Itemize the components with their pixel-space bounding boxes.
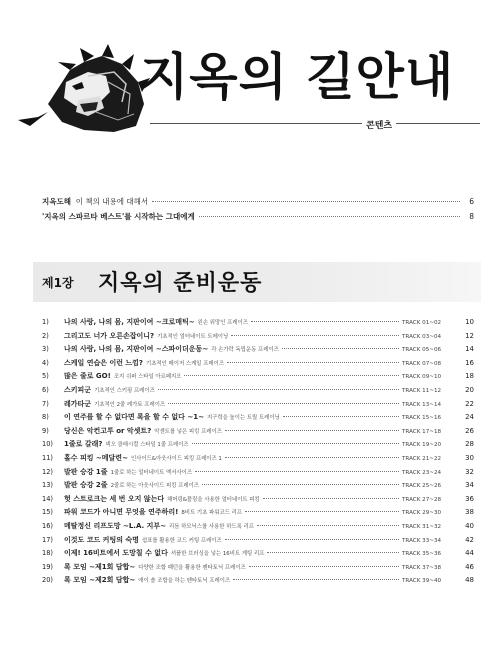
intro-item[interactable] [42,211,474,226]
toc-item-subtitle: 지구력을 높이는 트릴 트레이닝 [206,415,280,422]
toc-item-track: TRACK 11~12 [402,387,442,394]
toc-item[interactable] [42,548,474,562]
leader-dots [267,552,399,553]
toc-item-number: 16) [42,521,53,530]
toc-item[interactable] [42,385,474,399]
toc-item-title: 이 연주를 할 수 없다면 록을 할 수 없다 ~1~ [64,413,204,422]
toc-item-page: 44 [465,549,474,558]
toc-item-title: 발판 승강 2줄 [64,481,108,490]
leader-dots [251,321,399,322]
toc-item-number: 17) [42,535,53,544]
toc-item-page: 34 [465,481,474,490]
toc-item-number: 19) [42,562,53,571]
chapter-title: 지옥의 준비운동 [98,271,263,296]
intro-page: 6 [469,197,474,206]
toc-item-number: 13) [42,481,53,490]
leader-dots [245,511,399,512]
toc-item-page: 28 [465,440,474,449]
toc-item-subtitle: 셔플한 브러싱을 넣는 16비트 게팅 리프 [170,551,265,558]
toc-item-number: 15) [42,508,53,517]
toc-item-subtitle: 인사이드&아웃사이드 피킹 프레이즈 1 [130,455,222,462]
toc-item[interactable] [42,412,474,426]
toc-item[interactable] [42,439,474,453]
toc-item-track: TRACK 09~10 [402,374,442,381]
toc-item-track: TRACK 13~14 [402,401,442,408]
toc-item-track: TRACK 25~26 [402,483,442,490]
toc-item-subtitle: 기초적인 메이저 스케일 프레이즈 [146,360,225,367]
toc-item-subtitle: 각 손가락 독립운동 프레이즈 [211,347,279,354]
toc-item-track: TRACK 17~18 [402,428,442,435]
toc-item[interactable] [42,521,474,535]
toc-item-title: 홀수 피킹 ~메달련~ [64,453,128,462]
toc-item-number: 9) [42,426,49,435]
toc-item-subtitle: 조지 쉬퍼 스타일 아르페지오 [113,374,182,381]
intro-title: '지옥의 스파르타 베스트'를 시작하는 그대에게 [42,212,195,221]
lion-head-icon [18,42,150,134]
toc-item-number: 5) [42,372,49,381]
toc-item[interactable] [42,507,474,521]
toc-list [42,317,474,589]
toc-item-page: 48 [465,576,474,585]
toc-item-subtitle: 해머링&풀링을 사용한 얼터네이트 피킹 [167,496,260,503]
toc-item[interactable] [42,480,474,494]
toc-item-page: 26 [465,426,474,435]
toc-item-page: 42 [465,535,474,544]
toc-item-title: 1줄로 갈래? [64,440,103,449]
toc-item-subtitle: 넥오 클래시컬 스타일 1줄 프레이즈 [105,442,189,449]
toc-item-page: 38 [465,508,474,517]
toc-item-title: 그리고도 너가 오른손잡이니? [64,331,155,340]
leader-dots [202,484,399,485]
toc-item-title: 메탈정신 리프도망 ~L.A. 지부~ [64,521,166,530]
toc-item-title: 레가타군 [64,399,92,408]
toc-item-title: 파워 코드가 아니면 무엇을 연주하리! [64,508,179,517]
toc-item-title: 스케일 연습은 이런 느낌? [64,358,143,367]
toc-item-title: 이것도 코드 커팅의 숙명 [64,535,139,544]
toc-item-number: 7) [42,399,49,408]
toc-item[interactable] [42,453,474,467]
toc-item-page: 36 [465,494,474,503]
toc-item[interactable] [42,317,474,331]
leader-dots [283,416,399,417]
toc-item-page: 32 [465,467,474,476]
toc-item-track: TRACK 05~06 [402,347,442,354]
toc-item[interactable] [42,426,474,440]
toc-item-number: 14) [42,494,53,503]
toc-item[interactable] [42,331,474,345]
toc-item-number: 12) [42,467,53,476]
toc-item-page: 18 [465,372,474,381]
toc-item-page: 14 [465,345,474,354]
toc-item-page: 12 [465,331,474,340]
toc-item-title: 많은 줄로 GO! [64,372,111,381]
leader-dots [192,443,399,444]
toc-item-title: 당신은 악컨고투 or 악셋트? [64,426,152,435]
toc-item[interactable] [42,494,474,508]
toc-item-track: TRACK 07~08 [402,360,442,367]
toc-item-title: 나의 사랑, 나의 몸, 지판이여 ~스파이더운동~ [64,345,209,354]
toc-item-page: 46 [465,562,474,571]
toc-item-number: 20) [42,576,53,585]
toc-item-number: 6) [42,385,49,394]
toc-item-subtitle: 기초적인 2줄 레가토 프레이즈 [94,401,166,408]
toc-item-page: 40 [465,521,474,530]
toc-item-page: 10 [465,318,474,326]
toc-item-number: 3) [42,345,49,354]
toc-item[interactable] [42,575,474,589]
toc-item-subtitle: 8비트 기초 파워코드 리프 [181,510,243,517]
toc-item-track: TRACK 03~04 [402,333,442,340]
toc-item-subtitle: 쉼표를 활용한 코드 커팅 프레이즈 [141,537,222,544]
toc-item-track: TRACK 19~20 [402,442,442,449]
toc-item-subtitle: 리듬 하모닉스를 사용한 하드록 리프 [169,523,254,530]
toc-item[interactable] [42,399,474,413]
toc-item-track: TRACK 01~02 [402,320,442,326]
toc-item-track: TRACK 29~30 [402,510,442,517]
toc-item-track: TRACK 27~28 [402,496,442,503]
toc-item-number: 2) [42,331,49,340]
toc-item-subtitle: 기초적인 스키핑 프레이즈 [94,387,155,394]
toc-item-page: 20 [465,385,474,394]
toc-item-number: 18) [42,549,53,558]
leader-dots [184,375,399,376]
contents-label: 콘텐츠 [362,118,396,131]
toc-item-track: TRACK 35~36 [402,551,442,558]
leader-dots [199,216,460,217]
toc-item-number: 10) [42,440,53,449]
toc-item-track: TRACK 21~22 [402,455,442,462]
intro-item[interactable] [42,196,474,211]
leader-dots [225,457,399,458]
toc-item-subtitle: 1줄로 하는 얼터네이트 엑서사이즈 [110,469,193,476]
toc-item[interactable] [42,535,474,549]
page-header [0,0,500,160]
toc-item-page: 30 [465,453,474,462]
leader-dots [152,201,460,202]
leader-dots [233,579,399,580]
toc-item[interactable] [42,562,474,576]
toc-item-track: TRACK 31~32 [402,523,442,530]
chapter-number: 제1장 [42,276,74,290]
toc-item[interactable] [42,358,474,372]
intro-title: 지옥도해 [42,197,71,206]
toc-item-title: 록 모임 ~제1회 담합~ [64,562,136,571]
leader-dots [263,498,399,499]
toc-item-page: 24 [465,413,474,422]
toc-item-title: 이제! 16비트에서 도망칠 수 없다 [64,549,168,558]
intro-list [42,196,474,226]
intro-page: 8 [469,212,474,221]
title-rule [150,123,480,124]
leader-dots [231,335,399,336]
toc-item-subtitle: 에이 솔 조합을 하는 펜타토닉 프레이즈 [138,578,231,585]
toc-item-title: 나의 사랑, 나의 몸, 지판이여 ~크로매틱~ [64,318,195,326]
page-title: 지옥의 길안내 [140,48,455,106]
toc-item-track: TRACK 23~24 [402,469,442,476]
toc-item[interactable] [42,371,474,385]
toc-item-number: 11) [42,453,53,462]
toc-item-subtitle: 기초적인 얼터네이트 트레이닝 [157,333,229,340]
toc-item-title: 스키피군 [64,385,92,394]
leader-dots [225,430,399,431]
toc-item-title: 헛 스트로크는 세 번 오지 않는다 [64,494,165,503]
toc-item-track: TRACK 37~38 [402,564,442,571]
toc-item-title: 발판 승강 1줄 [64,467,108,476]
toc-item-title: 록 모임 ~제2회 담합~ [64,576,136,585]
toc-item-track: TRACK 15~16 [402,415,442,422]
toc-item[interactable] [42,467,474,481]
leader-dots [249,566,399,567]
toc-item-number: 8) [42,413,49,422]
toc-item-subtitle: 왼손 위망인 프레이즈 [197,320,248,326]
leader-dots [227,362,399,363]
intro-subtitle: 이 책의 내용에 대해서 [75,197,149,206]
toc-item-subtitle: 다양한 조합 패턴을 활용한 펜타토닉 프레이즈 [138,564,246,571]
toc-item[interactable] [42,344,474,358]
leader-dots [282,348,399,349]
toc-item-track: TRACK 33~34 [402,537,442,544]
leader-dots [195,471,399,472]
leader-dots [257,525,399,526]
toc-item-subtitle: 2줄로 하는 아웃사이드 피킹 프레이즈 [110,483,199,490]
leader-dots [158,389,399,390]
leader-dots [168,403,399,404]
toc-item-number: 1) [42,318,49,326]
toc-item-page: 22 [465,399,474,408]
leader-dots [225,539,399,540]
toc-item-subtitle: 악센트를 넣은 피킹 프레이즈 [154,428,222,435]
toc-item-number: 4) [42,358,49,367]
toc-item-track: TRACK 39~40 [402,578,442,585]
toc-item-page: 16 [465,358,474,367]
